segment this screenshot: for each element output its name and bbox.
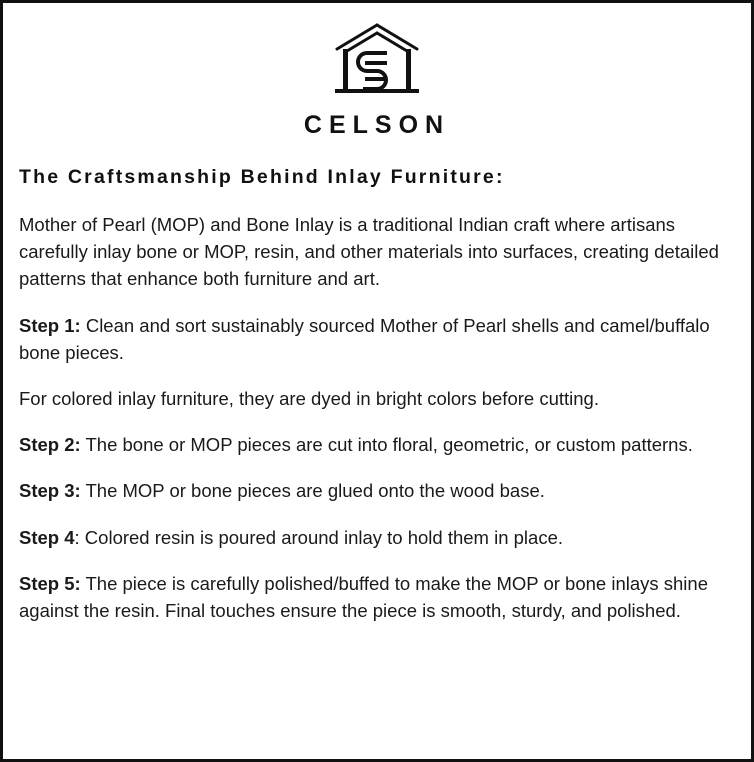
paragraph-step-5 <box>19 570 735 624</box>
paragraph-text: The bone or MOP pieces are cut into floral, geometric, or custom patterns. <box>80 434 693 456</box>
paragraph-text: : Colored resin is poured around inlay to hold them in place. <box>74 526 564 548</box>
step-label: Step 2: <box>19 434 81 456</box>
body-content <box>19 211 735 624</box>
step-label: Step 5: <box>19 572 81 594</box>
brand-header <box>19 13 735 140</box>
paragraph-text: The MOP or bone pieces are glued onto the wood base. <box>80 480 545 502</box>
step-label: Step 4 <box>19 526 75 548</box>
step-label: Step 3: <box>19 480 81 502</box>
house-monogram-icon <box>321 19 433 97</box>
step-label: Step 1: <box>19 314 81 336</box>
paragraph-intro <box>19 211 735 293</box>
page-title: The Craftsmanship Behind Inlay Furniture: <box>19 166 505 188</box>
paragraph-step-2 <box>19 431 735 458</box>
paragraph-step-3 <box>19 477 735 504</box>
paragraph-step-1 <box>19 312 735 366</box>
brand-name: CELSON <box>303 111 451 139</box>
paragraph-colored-note <box>19 385 735 412</box>
paragraph-text: Clean and sort sustainably sourced Mother of Pearl shells and camel/buffalo bone pieces. <box>19 314 710 363</box>
paragraph-step-4 <box>19 524 735 551</box>
paragraph-text: Mother of Pearl (MOP) and Bone Inlay is a traditional Indian craft where artisans carefully inlay bone or MOP, resin, and other materials into surfaces, creating detailed patterns that enhance both furniture and art. <box>19 214 719 290</box>
paragraph-text: The piece is carefully polished/buffed to make the MOP or bone inlays shine against the resin. Final touches ensure the piece is smooth, sturdy, and polished. <box>19 572 708 621</box>
paragraph-text: For colored inlay furniture, they are dyed in bright colors before cutting. <box>19 387 599 409</box>
